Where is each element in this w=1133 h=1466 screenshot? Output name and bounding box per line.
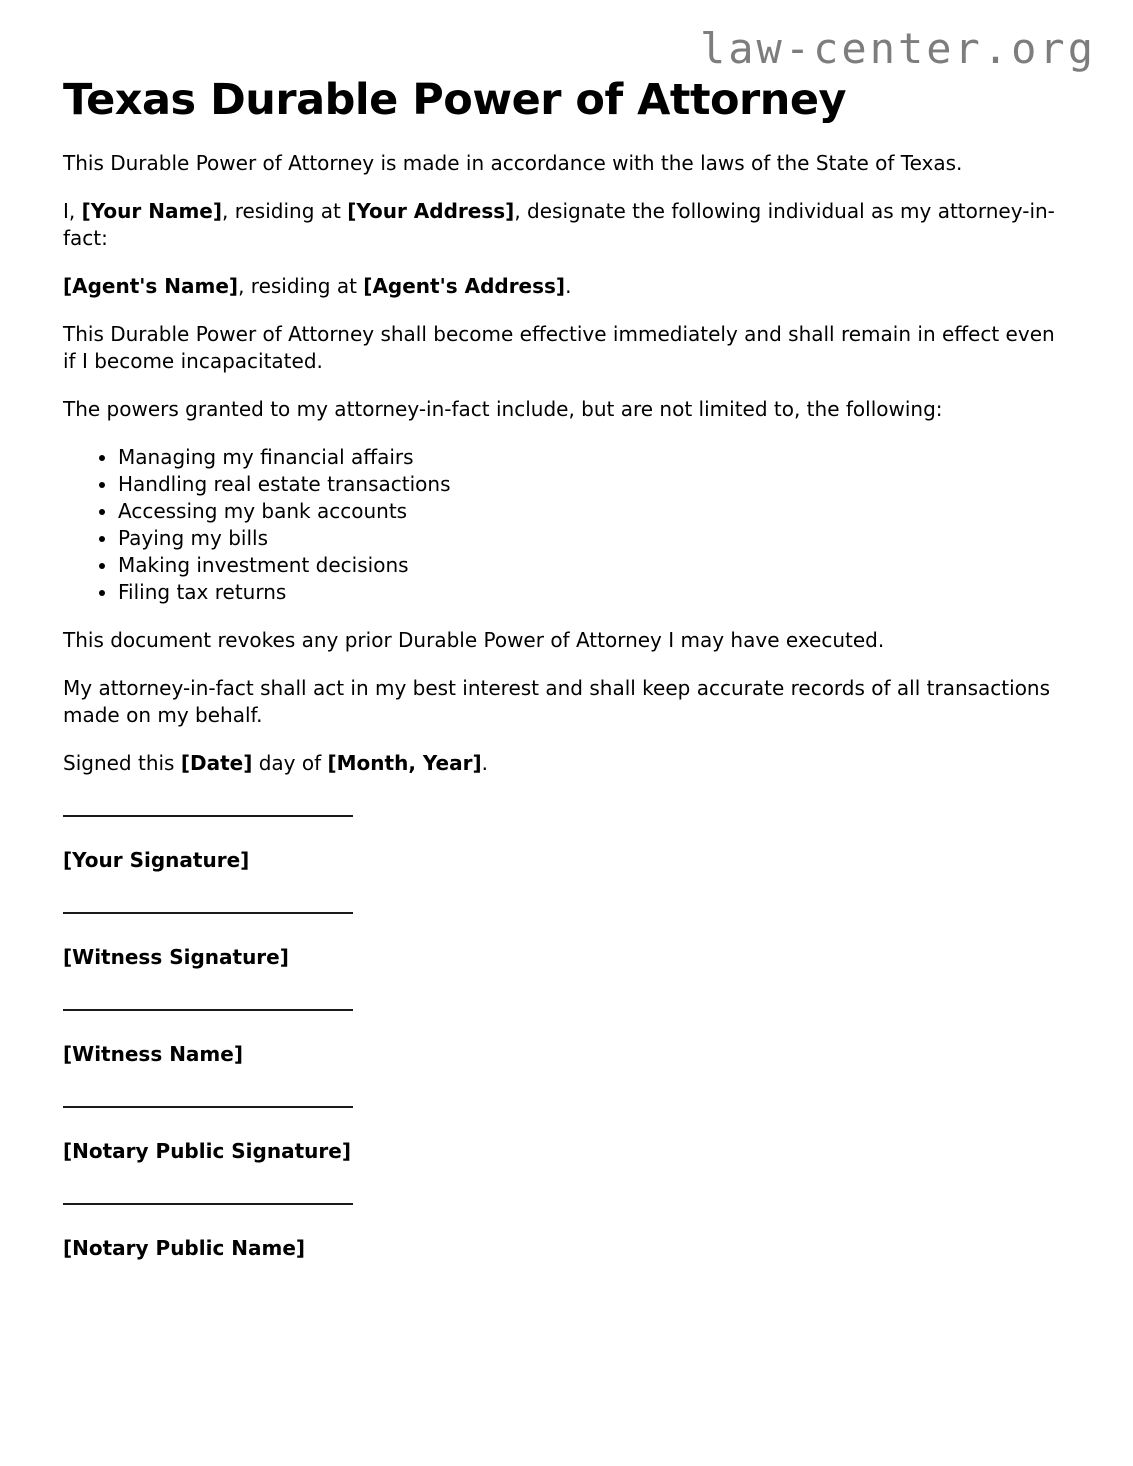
document-title: Texas Durable Power of Attorney — [63, 75, 847, 126]
signature-block-notary-signature — [63, 1106, 1070, 1165]
powers-list-item: • Managing my financial affairs — [118, 444, 1070, 471]
intro-text: This Durable Power of Attorney is made in accordance with the laws of the State of Texas. — [63, 150, 963, 175]
notary-name-label: [Notary Public Name] — [63, 1235, 306, 1260]
witness-signature-label: [Witness Signature] — [63, 944, 289, 969]
revocation-text: This document revokes any prior Durable Power of Attorney I may have executed. — [63, 627, 885, 652]
witness-name-line — [63, 1009, 353, 1011]
agent-name-placeholder: [Agent's Name] — [63, 273, 239, 298]
your-signature-label: [Your Signature] — [63, 847, 250, 872]
your-signature-line — [63, 815, 353, 817]
powers-list — [63, 444, 1070, 606]
signature-block-witness-signature — [63, 912, 1070, 971]
notary-name-line — [63, 1203, 353, 1205]
designation-pre: I, — [63, 198, 82, 223]
signed-mid: day of — [252, 750, 328, 775]
site-logo: law-center.org — [699, 24, 1096, 73]
agent-paragraph — [63, 273, 1070, 300]
signature-block-notary-name — [63, 1203, 1070, 1262]
effectiveness-text: This Durable Power of Attorney shall become effective immediately and shall remain in effect even if I become incapacitated. — [63, 321, 1055, 373]
designation-post: , designate the following individual as my attorney-in-fact: — [63, 198, 1055, 250]
powers-list-item: • Handling real estate transactions — [118, 471, 1070, 498]
signature-block-your-signature — [63, 815, 1070, 874]
designation-paragraph — [63, 198, 1070, 252]
signed-date-paragraph — [63, 750, 1070, 777]
fiduciary-paragraph — [63, 675, 1070, 729]
revocation-paragraph — [63, 627, 1070, 654]
powers-list-item: • Filing tax returns — [118, 579, 1070, 606]
notary-signature-label: [Notary Public Signature] — [63, 1138, 351, 1163]
designation-mid: , residing at — [222, 198, 348, 223]
notary-signature-line — [63, 1106, 353, 1108]
signature-block-witness-name — [63, 1009, 1070, 1068]
powers-list-item: • Making investment decisions — [118, 552, 1070, 579]
your-name-placeholder: [Your Name] — [81, 198, 222, 223]
signed-pre: Signed this — [63, 750, 181, 775]
agent-mid: , residing at — [238, 273, 364, 298]
powers-list-item: • Paying my bills — [118, 525, 1070, 552]
witness-name-label: [Witness Name] — [63, 1041, 243, 1066]
signed-post: . — [481, 750, 488, 775]
powers-intro-text: The powers granted to my attorney-in-fact include, but are not limited to, the following: — [63, 396, 943, 421]
month-year-placeholder: [Month, Year] — [327, 750, 482, 775]
witness-signature-line — [63, 912, 353, 914]
agent-address-placeholder: [Agent's Address] — [363, 273, 566, 298]
effectiveness-paragraph — [63, 321, 1070, 375]
powers-intro-paragraph — [63, 396, 1070, 423]
intro-paragraph — [63, 150, 1070, 177]
powers-list-item: • Accessing my bank accounts — [118, 498, 1070, 525]
date-placeholder: [Date] — [180, 750, 253, 775]
your-address-placeholder: [Your Address] — [347, 198, 515, 223]
agent-post: . — [565, 273, 572, 298]
fiduciary-text: My attorney-in-fact shall act in my best interest and shall keep accurate records of all transactions made on my behalf. — [63, 675, 1051, 727]
